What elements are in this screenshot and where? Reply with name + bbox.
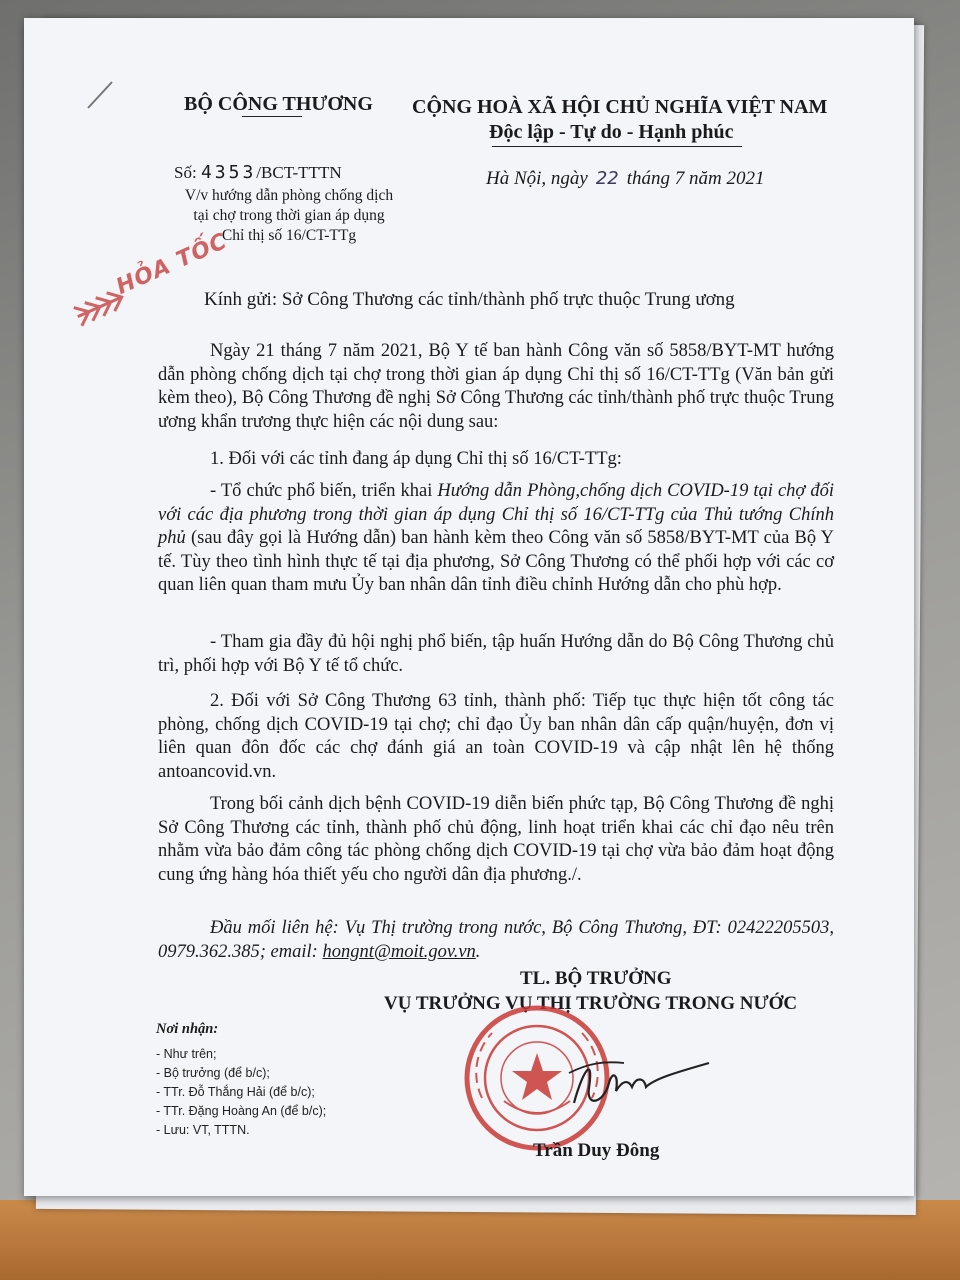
contact-email-link[interactable]: hongnt@moit.gov.vn: [322, 941, 476, 962]
body-paragraph: 2. Đối với Sở Công Thương 63 tỉnh, thành phố: Tiếp tục thực hiện tốt công tác phòng, chống dịch COVID-19 tại chợ; chỉ đạo Ủy ban nhân dân cấp quận/huyện, đơn vị liên quan đôn đốc các chợ đánh giá an toàn COVID-19 và cập nhật lên hệ thống antoancovid.vn.: [158, 691, 834, 782]
body-paragraph: 1. Đối với các tỉnh đang áp dụng Chỉ thị số 16/CT-TTg:: [210, 449, 622, 469]
list-item: - Bộ trưởng (để b/c);: [156, 1066, 270, 1080]
recipient-line: Kính gửi: Sở Công Thương các tỉnh/thành phố trực thuộc Trung ương: [204, 289, 735, 310]
guideline-title: Hướng dẫn Phòng,chống dịch COVID-19 tại chợ đối với các địa phương trong thời gian áp dụng Chỉ thị số 16/CT-TTg của Thủ tướng Chính phủ: [158, 481, 834, 548]
national-title: CỘNG HOÀ XÃ HỘI CHỦ NGHĨA VIỆT NAM: [412, 96, 828, 118]
date-day: 22: [595, 168, 619, 189]
ministry-name: BỘ CÔNG THƯƠNG: [184, 93, 373, 115]
document-page: [24, 18, 914, 1196]
list-item: - Lưu: VT, TTTN.: [156, 1123, 250, 1137]
body-paragraph: Trong bối cảnh dịch bệnh COVID-19 diễn biến phức tạp, Bộ Công Thương đề nghị Sở Công Thương các tỉnh, thành phố chủ động, linh hoạt triển khai các chỉ đạo nêu trên nhằm vừa bảo đảm công tác phòng chống dịch COVID-19 tại chợ vừa bảo đảm hoạt động cung ứng hàng hóa thiết yếu cho người dân địa phương./.: [158, 794, 834, 885]
document-subject: V/v hướng dẫn phòng chống dịch tại chợ trong thời gian áp dụng Chỉ thị số 16/CT-TTg: [184, 187, 394, 244]
body-paragraph: - Tổ chức phổ biến, triển khai Hướng dẫn Phòng,chống dịch COVID-19 tại chợ đối với các địa phương trong thời gian áp dụng Chỉ thị số 16/CT-TTg của Thủ tướng Chính phủ (sau đây gọi là Hướng dẫn) ban hành kèm theo Công văn số 5858/BYT-MT của Bộ Y tế. Tùy theo tình hình thực tế tại địa phương, Sở Công Thương có thể phối hợp với các cơ quan liên quan tham mưu Ủy ban nhân dân tỉnh điều chỉnh Hướng dẫn cho phù hợp.: [158, 481, 834, 595]
date-suffix: tháng 7 năm 2021: [626, 168, 765, 189]
body-paragraph: Ngày 21 tháng 7 năm 2021, Bộ Y tế ban hành Công văn số 5858/BYT-MT hướng dẫn phòng chống dịch tại chợ trong thời gian áp dụng Chỉ thị số 16/CT-TTg (Văn bản gửi kèm theo), Bộ Công Thương đề nghị Sở Công Thương các tỉnh/thành phố trực thuộc Trung ương khẩn trương thực hiện các nội dung sau:: [158, 341, 834, 432]
recipients-heading: Nơi nhận:: [156, 1021, 219, 1037]
date-prefix: Hà Nội, ngày: [486, 168, 588, 189]
signer-department: VỤ TRƯỞNG VỤ THỊ TRƯỜNG TRONG NƯỚC: [384, 993, 798, 1014]
recipients-list: [156, 1045, 326, 1140]
urgent-label: HỎA TỐC: [112, 228, 232, 300]
body-paragraph: - Tham gia đầy đủ hội nghị phổ biến, tập huấn Hướng dẫn do Bộ Công Thương chủ trì, phối hợp với Bộ Y tế tổ chức.: [158, 632, 834, 676]
number-label: Số:: [174, 163, 197, 182]
signer-name: Trần Duy Đông: [533, 1140, 660, 1161]
document-number: [174, 162, 342, 183]
handwritten-signature-icon: [564, 1033, 714, 1123]
urgent-stamp: [66, 223, 258, 341]
pencil-mark: [84, 78, 124, 118]
list-item: - Như trên;: [156, 1047, 217, 1061]
list-item: - TTr. Đặng Hoàng An (để b/c);: [156, 1104, 327, 1118]
signer-title: TL. BỘ TRƯỞNG: [520, 968, 672, 989]
number-suffix: /BCT-TTTN: [256, 163, 342, 182]
contact-paragraph: Đầu mối liên hệ: Vụ Thị trường trong nước, Bộ Công Thương, ĐT: 02422205503, 0979.362.385; email: hongnt@moit.gov.vn.: [158, 918, 834, 962]
ministry-underline: [242, 116, 302, 117]
list-item: - TTr. Đỗ Thắng Hải (để b/c);: [156, 1085, 315, 1099]
motto-underline: [492, 146, 742, 147]
number-value: 4353: [200, 162, 257, 183]
date-line: [486, 168, 765, 190]
national-motto: Độc lập - Tự do - Hạnh phúc: [489, 121, 734, 143]
